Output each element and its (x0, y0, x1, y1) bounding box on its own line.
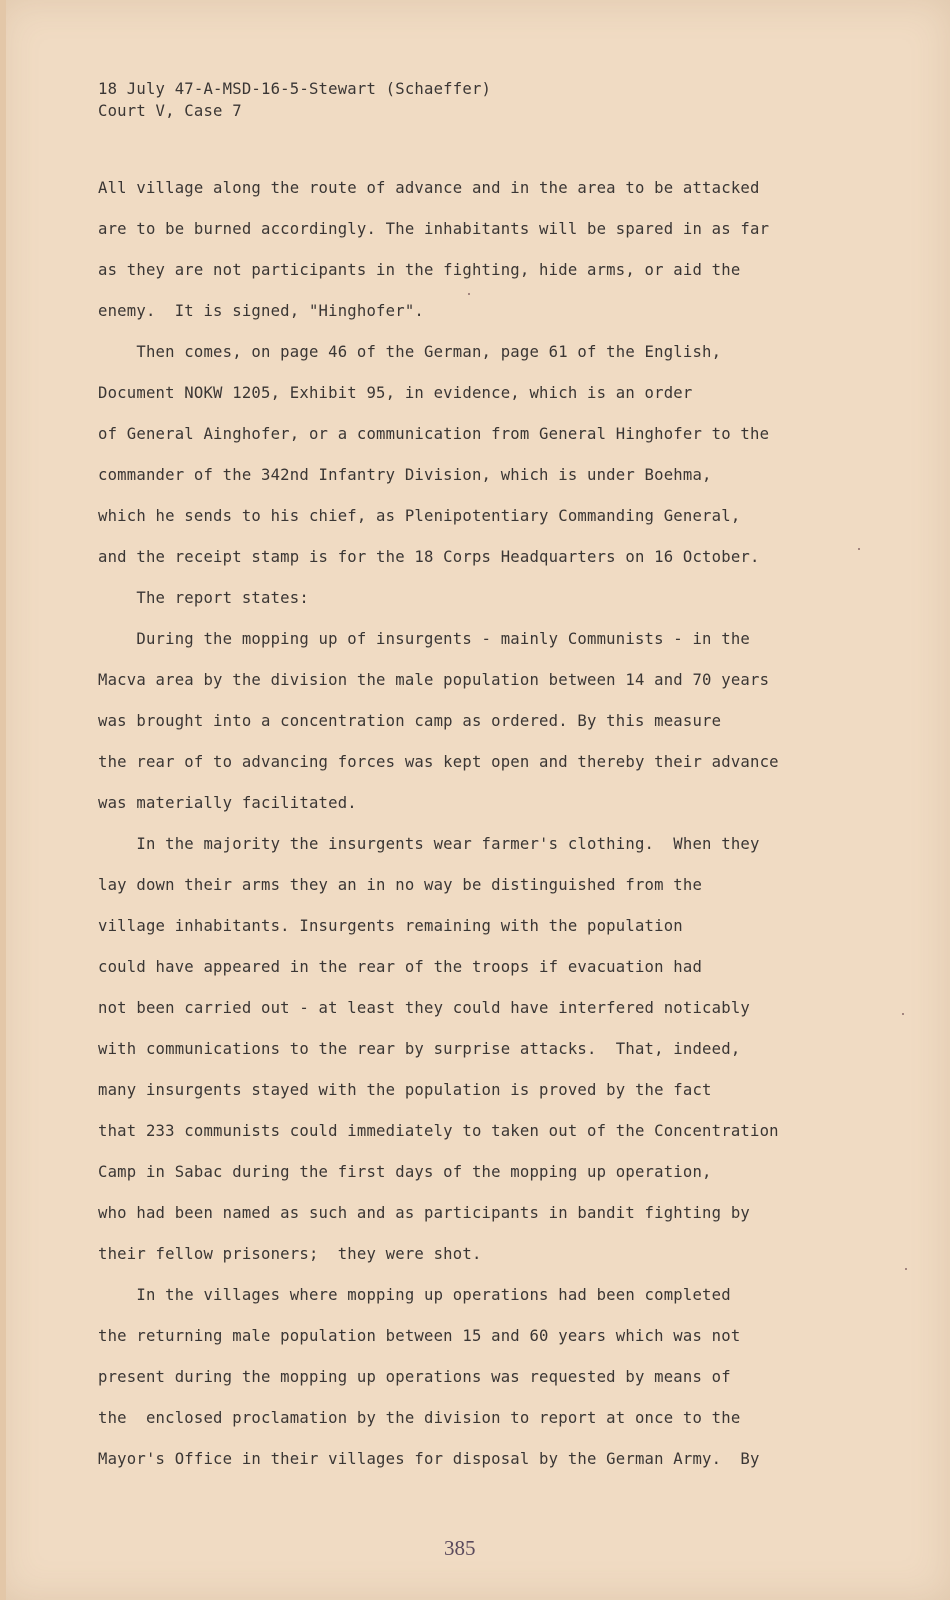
body-line: was materially facilitated. (98, 794, 357, 812)
body-line: Camp in Sabac during the first days of the mopping up operation, (98, 1163, 712, 1181)
page-number: 385 (444, 1536, 476, 1560)
paper-speck (902, 1013, 904, 1015)
body-line: who had been named as such and as participants in bandit fighting by (98, 1204, 750, 1222)
body-line: many insurgents stayed with the population is proved by the fact (98, 1081, 712, 1099)
header-line-1: 18 July 47-A-MSD-16-5-Stewart (Schaeffer) (98, 80, 492, 98)
body-line: Mayor's Office in their villages for disposal by the German Army. By (98, 1450, 760, 1468)
body-line: and the receipt stamp is for the 18 Corps Headquarters on 16 October. (98, 548, 760, 566)
body-line: as they are not participants in the fighting, hide arms, or aid the (98, 261, 741, 279)
body-line: that 233 communists could immediately to taken out of the Concentration (98, 1122, 779, 1140)
body-line: Document NOKW 1205, Exhibit 95, in evidence, which is an order (98, 384, 693, 402)
body-line: enemy. It is signed, "Hinghofer". (98, 302, 424, 320)
body-line: During the mopping up of insurgents - mainly Communists - in the (98, 630, 750, 648)
body-line: was brought into a concentration camp as ordered. By this measure (98, 712, 722, 730)
body-line: The report states: (98, 589, 309, 607)
body-line: In the majority the insurgents wear farmer's clothing. When they (98, 835, 760, 853)
paper-speck (468, 293, 470, 295)
body-line: not been carried out - at least they could have interfered noticably (98, 999, 750, 1017)
body-line: Then comes, on page 46 of the German, page 61 of the English, (98, 343, 722, 361)
header-line-2: Court V, Case 7 (98, 102, 242, 120)
body-line: Macva area by the division the male population between 14 and 70 years (98, 671, 770, 689)
body-line: the returning male population between 15 and 60 years which was not (98, 1327, 741, 1345)
body-line: the enclosed proclamation by the division to report at once to the (98, 1409, 741, 1427)
body-line: In the villages where mopping up operations had been completed (98, 1286, 731, 1304)
body-line: village inhabitants. Insurgents remaining with the population (98, 917, 683, 935)
body-line: lay down their arms they an in no way be distinguished from the (98, 876, 703, 894)
paper-speck (858, 548, 860, 550)
body-line: their fellow prisoners; they were shot. (98, 1245, 482, 1263)
body-line: All village along the route of advance and in the area to be attacked (98, 179, 760, 197)
body-line: with communications to the rear by surprise attacks. That, indeed, (98, 1040, 741, 1058)
paper-speck (905, 1268, 907, 1270)
body-line: which he sends to his chief, as Plenipotentiary Commanding General, (98, 507, 741, 525)
body-line: could have appeared in the rear of the troops if evacuation had (98, 958, 703, 976)
body-line: of General Ainghofer, or a communication from General Hinghofer to the (98, 425, 770, 443)
body-line: are to be burned accordingly. The inhabitants will be spared in as far (98, 220, 770, 238)
body-line: the rear of to advancing forces was kept open and thereby their advance (98, 753, 779, 771)
body-line: commander of the 342nd Infantry Division, which is under Boehma, (98, 466, 712, 484)
body-line: present during the mopping up operations was requested by means of (98, 1368, 731, 1386)
page-edge (0, 0, 6, 1600)
